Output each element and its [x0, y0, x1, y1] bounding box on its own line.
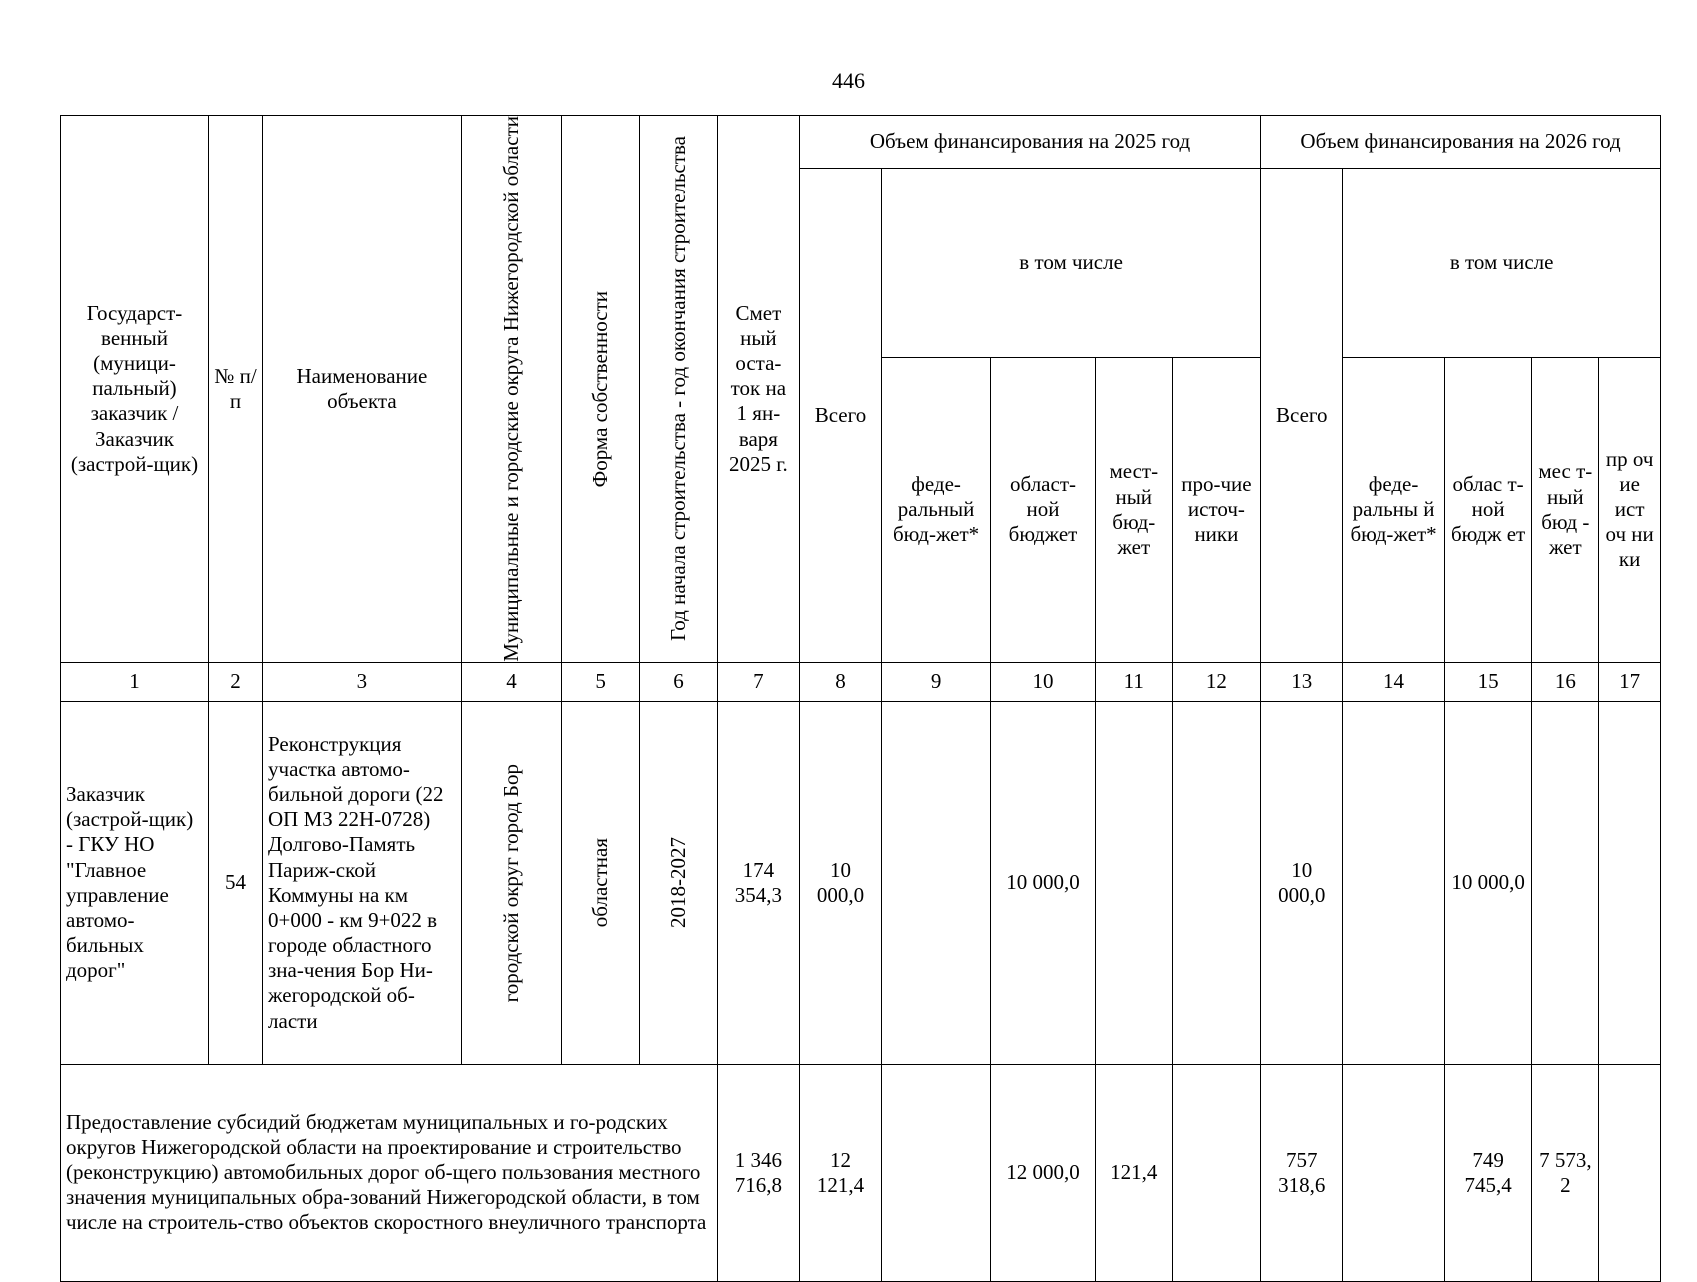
col-number: 7 [717, 662, 799, 701]
summary-local-2026: 7 573, 2 [1532, 1064, 1599, 1281]
col-number: 3 [263, 662, 462, 701]
row-local-2025 [1095, 701, 1172, 1064]
header-total-2025: Всего [799, 169, 881, 663]
summary-regional-2026: 749 745,4 [1444, 1064, 1532, 1281]
row-other-2025 [1172, 701, 1261, 1064]
col-number: 17 [1599, 662, 1661, 701]
row-estimate: 174 354,3 [717, 701, 799, 1064]
col-number: 4 [461, 662, 561, 701]
header-federal-2025: феде-ральный бюд-жет* [882, 357, 991, 662]
summary-total-2026: 757 318,6 [1261, 1064, 1343, 1281]
header-federal-2026: феде-ральны й бюд-жет* [1343, 357, 1445, 662]
col-number: 14 [1343, 662, 1445, 701]
row-federal-2025 [882, 701, 991, 1064]
header-ownership: Форма собственности [562, 116, 640, 663]
header-estimate: Смет ный оста-ток на 1 ян-варя 2025 г. [717, 116, 799, 663]
header-local-2026: мес т-ный бюд - жет [1532, 357, 1599, 662]
col-number: 2 [209, 662, 263, 701]
header-incl-2025: в том числе [882, 169, 1261, 358]
row-years: 2018-2027 [640, 701, 718, 1064]
col-number: 12 [1172, 662, 1261, 701]
col-number: 13 [1261, 662, 1343, 701]
header-object-name: Наименование объекта [263, 116, 462, 663]
summary-row [61, 1064, 1661, 1281]
summary-federal-2025 [882, 1064, 991, 1281]
financing-table [60, 115, 1661, 1282]
row-total-2026: 10 000,0 [1261, 701, 1343, 1064]
row-customer: Заказчик (застрой-щик) - ГКУ НО "Главное управление автомо-бильных дорог" [61, 701, 209, 1064]
summary-other-2026 [1599, 1064, 1661, 1281]
row-other-2026 [1599, 701, 1661, 1064]
header-local-2025: мест-ный бюд-жет [1095, 357, 1172, 662]
header-fin-2026: Объем финансирования на 2026 год [1261, 116, 1661, 169]
summary-other-2025 [1172, 1064, 1261, 1281]
col-number: 6 [640, 662, 718, 701]
header-years: Год начала строительства - год окончания строительства [640, 116, 718, 663]
col-number: 5 [562, 662, 640, 701]
col-number: 1 [61, 662, 209, 701]
header-customer: Государст-венный (муници-пальный) заказчик / Заказчик (застрой-щик) [61, 116, 209, 663]
col-number: 15 [1444, 662, 1532, 701]
summary-regional-2025: 12 000,0 [991, 1064, 1096, 1281]
summary-local-2025: 121,4 [1095, 1064, 1172, 1281]
row-regional-2025: 10 000,0 [991, 701, 1096, 1064]
header-regional-2025: област-ной бюджет [991, 357, 1096, 662]
row-num: 54 [209, 701, 263, 1064]
summary-federal-2026 [1343, 1064, 1445, 1281]
table-row [61, 701, 1661, 1064]
row-district: городской округ город Бор [461, 701, 561, 1064]
summary-text: Предоставление субсидий бюджетам муниципальных и го-родских округов Нижегородской области на проектирование и строительство (реконструкцию) автомобильных дорог об-щего пользования местного значения муниципальных обра-зований Нижегородской области, в том числе на строитель-ство объектов скоростного внеуличного транспорта [61, 1064, 718, 1281]
col-number: 11 [1095, 662, 1172, 701]
row-object-name: Реконструкция участка автомо-бильной дороги (22 ОП МЗ 22Н-0728) Долгово-Память Париж-ской Коммуны на км 0+000 - км 9+022 в городе областного зна-чения Бор Ни-жегородской об-ласти [263, 701, 462, 1064]
row-regional-2026: 10 000,0 [1444, 701, 1532, 1064]
col-number: 10 [991, 662, 1096, 701]
header-num: № п/п [209, 116, 263, 663]
header-other-2026: пр оч ие ист оч ни ки [1599, 357, 1661, 662]
header-regional-2026: облас т-ной бюдж ет [1444, 357, 1532, 662]
header-districts: Муниципальные и городские округа Нижегородской области [461, 116, 561, 663]
header-total-2026: Всего [1261, 169, 1343, 663]
row-federal-2026 [1343, 701, 1445, 1064]
header-incl-2026: в том числе [1343, 169, 1661, 358]
page-number: 446 [832, 68, 865, 93]
summary-total-2025: 12 121,4 [799, 1064, 881, 1281]
row-ownership: областная [562, 701, 640, 1064]
header-other-2025: про-чие источ-ники [1172, 357, 1261, 662]
header-fin-2025: Объем финансирования на 2025 год [799, 116, 1260, 169]
col-number: 9 [882, 662, 991, 701]
row-local-2026 [1532, 701, 1599, 1064]
summary-estimate: 1 346 716,8 [717, 1064, 799, 1281]
col-number: 16 [1532, 662, 1599, 701]
col-number: 8 [799, 662, 881, 701]
row-total-2025: 10 000,0 [799, 701, 881, 1064]
